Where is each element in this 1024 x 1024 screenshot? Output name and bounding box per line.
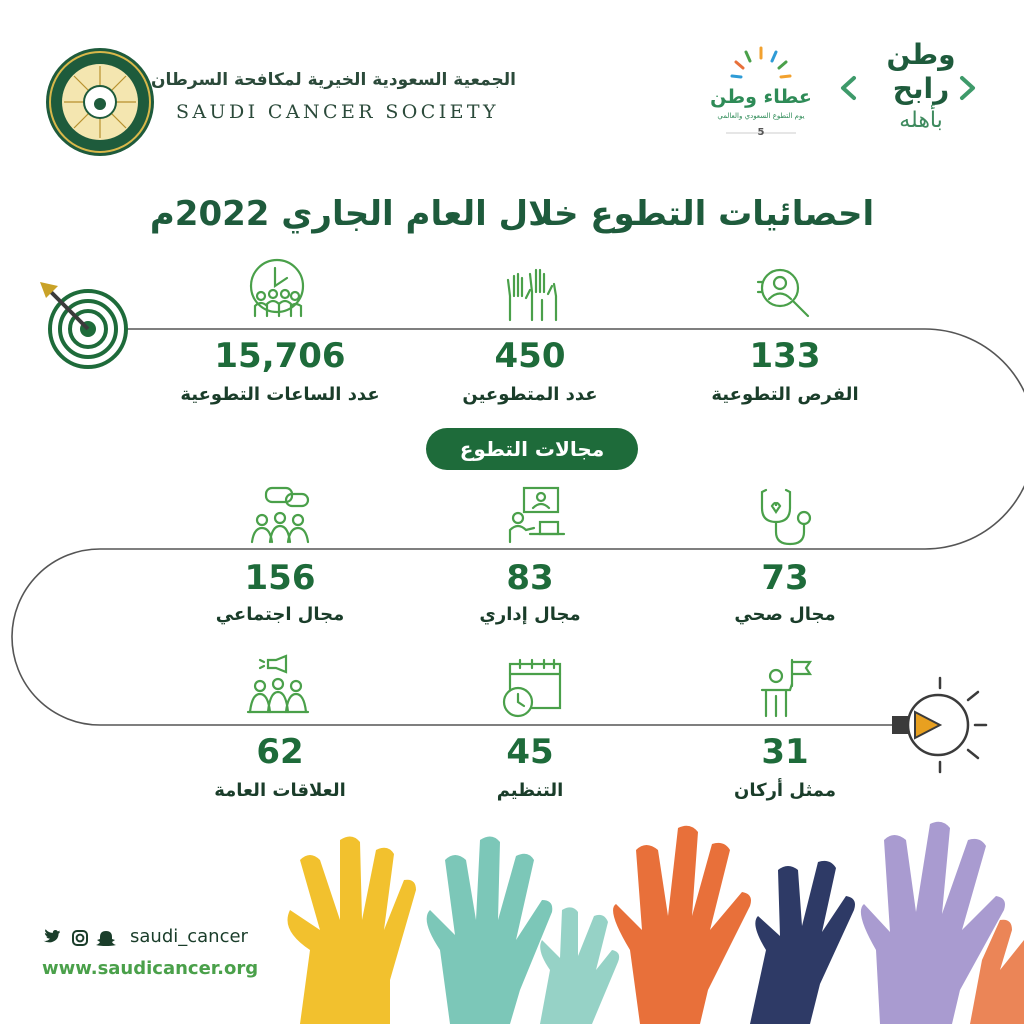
search-person-icon: [752, 262, 816, 326]
stat-label-public-relations: العلاقات العامة: [214, 780, 346, 801]
stat-value-volunteers: 450: [494, 336, 566, 376]
twitter-icon: [43, 929, 60, 942]
social-group-icon: [248, 484, 312, 548]
society-name-arabic: الجمعية السعودية الخيرية لمكافحة السرطان: [151, 70, 516, 90]
saudi-cancer-society-logo: [44, 46, 156, 158]
snapchat-icon: [96, 931, 116, 946]
instagram-icon: [73, 931, 87, 945]
society-name-english: SAUDI CANCER SOCIETY: [176, 101, 499, 123]
stat-label-volunteers: عدد المتطوعين: [462, 384, 598, 405]
stat-value-booths: 31: [761, 732, 809, 772]
stethoscope-icon: [752, 484, 816, 548]
ataa-watan-number: 5: [757, 127, 765, 138]
social-media-icons: [42, 928, 126, 948]
stat-label-hours: عدد الساعات التطوعية: [180, 384, 380, 405]
watan-line-1: وطن: [886, 38, 956, 71]
stat-value-hours: 15,706: [214, 336, 346, 376]
stat-value-health: 73: [761, 558, 809, 598]
chevron-right-icon: [958, 74, 978, 102]
fields-section-title: مجالات التطوع: [459, 437, 605, 461]
lightbulb-icon: [892, 678, 986, 772]
clock-team-icon: [245, 258, 309, 322]
stat-value-admin: 83: [506, 558, 554, 598]
target-icon: [40, 282, 126, 367]
stat-label-social: مجال اجتماعي: [215, 604, 345, 625]
website-link[interactable]: www.saudicancer.org: [42, 958, 259, 979]
raised-hands-illustration: [280, 800, 1024, 1024]
watan-line-2: رابح: [892, 72, 950, 105]
megaphone-group-icon: [246, 654, 310, 718]
flag-person-icon: [752, 656, 816, 720]
stat-label-organizing: التنظيم: [496, 780, 564, 801]
stat-label-admin: مجال إداري: [479, 604, 581, 625]
raised-hands-icon: [500, 262, 564, 326]
watan-line-3: بأهله: [899, 108, 943, 133]
stat-label-health: مجال صحي: [734, 604, 836, 625]
stat-value-organizing: 45: [506, 732, 554, 772]
page-title: احصائيات التطوع خلال العام الجاري 2022م: [149, 194, 875, 234]
social-handle[interactable]: saudi_cancer: [130, 926, 248, 947]
ataa-watan-subtitle: يوم التطوع السعودي والعالمي: [717, 112, 805, 120]
calendar-clock-icon: [500, 656, 564, 720]
admin-desk-icon: [504, 484, 568, 548]
stat-label-booths: ممثل أركان: [733, 780, 836, 801]
stat-value-social: 156: [244, 558, 316, 598]
stat-label-opportunities: الفرص التطوعية: [711, 384, 859, 405]
stat-value-opportunities: 133: [749, 336, 821, 376]
chevron-left-icon: [838, 74, 858, 102]
ataa-watan-title: عطاء وطن: [710, 86, 812, 108]
stat-value-public-relations: 62: [256, 732, 304, 772]
